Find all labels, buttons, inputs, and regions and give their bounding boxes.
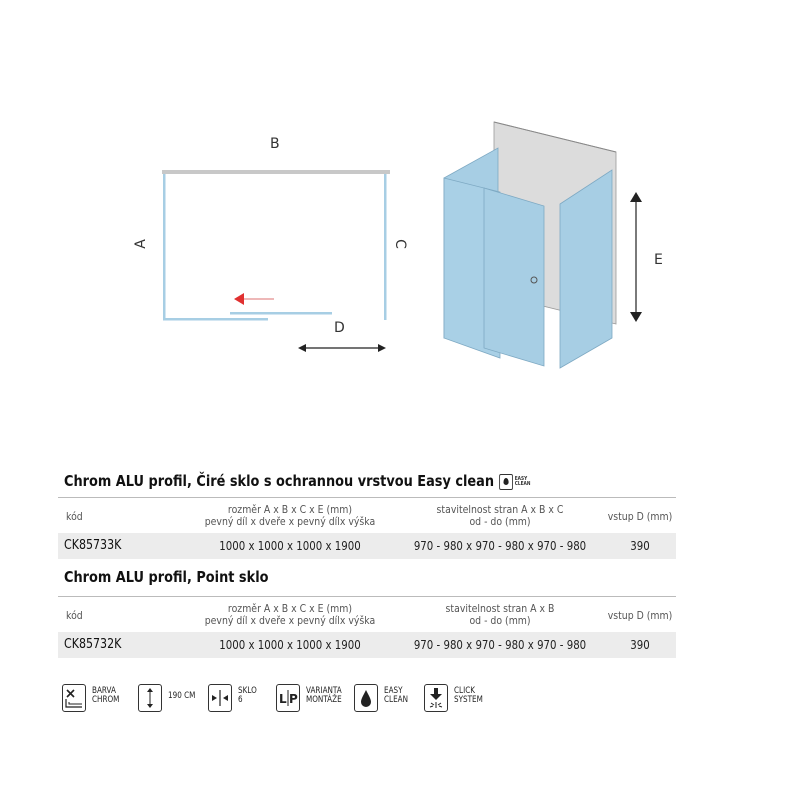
table-title: [64, 568, 268, 586]
wall-b: [162, 170, 390, 174]
panel-c: [384, 174, 387, 320]
panel-a: [163, 174, 166, 320]
label-c: C: [391, 239, 408, 249]
label-e: E: [654, 252, 663, 268]
header-top-line: [58, 596, 676, 597]
profile-color-icon: [62, 684, 86, 712]
dimension-d-arrow-right: [378, 344, 386, 352]
sliding-door: [230, 312, 332, 315]
header-adjustability: stavitelnost stran A x B od - do (mm): [445, 602, 555, 627]
label-b: B: [270, 136, 280, 152]
feature-text: BARVA CHROM: [92, 686, 120, 705]
row-entry: 390: [630, 539, 650, 553]
mounting-variant-icon: [276, 684, 300, 712]
glass-thickness-icon: [208, 684, 232, 712]
click-system-icon: [424, 684, 448, 712]
header-top-line: [58, 497, 676, 498]
slide-arrow-head: [234, 293, 244, 305]
row-dimensions: 1000 x 1000 x 1000 x 1900: [219, 638, 361, 652]
row-adjustability: 970 - 980 x 970 - 980 x 970 - 980: [413, 539, 587, 553]
header-code: kód: [66, 510, 83, 523]
feature-text: VARIANTA MONTÁŽE: [306, 686, 342, 705]
height-icon: [138, 684, 162, 712]
header-dimensions: rozměr A x B x C x E (mm) pevný díl x dveře x pevný dílx výška: [204, 602, 376, 627]
table-title: [64, 472, 530, 490]
easy-clean-badge-label: EASY CLEAN: [514, 475, 531, 487]
table-title-text: Chrom ALU profil, Point sklo: [64, 568, 269, 586]
floor-plan-svg: [120, 130, 420, 370]
header-adjustability: stavitelnost stran A x B x C od - do (mm): [436, 503, 564, 528]
table-title-text: Chrom ALU profil, Čiré sklo s ochrannou vrstvou Easy clean: [64, 472, 495, 490]
row-adjustability: 970 - 980 x 970 - 980 x 970 - 980: [413, 638, 587, 652]
dimension-e-arrow-top: [630, 192, 642, 202]
label-d: D: [334, 320, 345, 336]
row-code: CK85732K: [64, 637, 122, 652]
fixed-bottom-left: [163, 318, 268, 321]
svg-text:P: P: [289, 692, 298, 706]
feature-text: SKLO 6: [238, 686, 257, 705]
perspective-diagram: [430, 110, 690, 370]
dimension-e-arrow-bottom: [630, 312, 642, 322]
feature-text: CLICK SYSTEM: [454, 686, 483, 705]
dimension-d-arrow-left: [298, 344, 306, 352]
header-entry: vstup D (mm): [607, 510, 673, 523]
header-dimensions: rozměr A x B x C x E (mm) pevný díl x dveře x pevný dílx výška: [204, 503, 376, 528]
row-dimensions: 1000 x 1000 x 1000 x 1900: [219, 539, 361, 553]
feature-text: EASY CLEAN: [384, 686, 408, 705]
svg-text:L: L: [279, 692, 287, 706]
row-entry: 390: [630, 638, 650, 652]
easy-clean-icon: [354, 684, 378, 712]
header-entry: vstup D (mm): [607, 609, 673, 622]
perspective-svg: [430, 110, 690, 370]
header-code: kód: [66, 609, 83, 622]
feature-text: 190 CM: [168, 691, 196, 701]
floor-plan-diagram: [120, 130, 420, 370]
label-a: A: [132, 239, 149, 249]
right-panel: [560, 170, 612, 368]
easy-clean-icon: [499, 474, 513, 490]
row-code: CK85733K: [64, 538, 122, 553]
